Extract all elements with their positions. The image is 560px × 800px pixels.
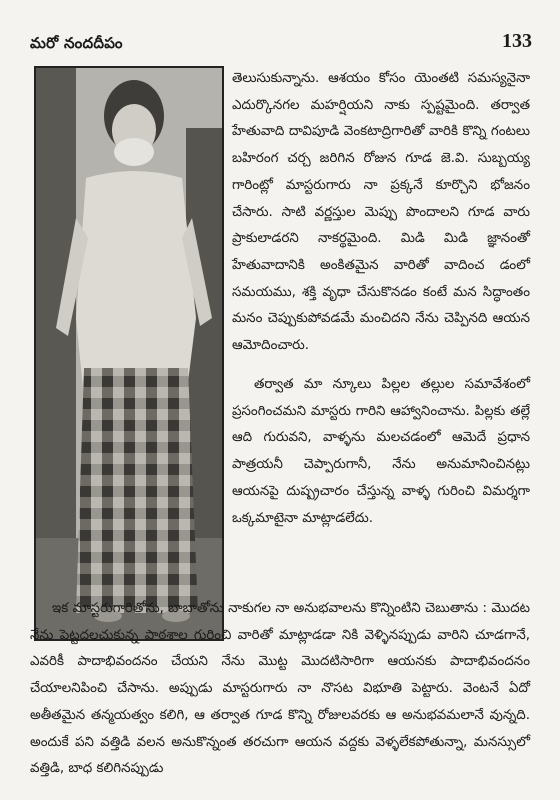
body-paragraph-1 [232,66,530,360]
paragraph-text: ఇక మాస్టరుగారితోను, బాబాతోను నాకుగల నా అనుభవాలను కొన్నింటిని చెబుతాను : మొదట నేను పెట్టదలచుకున్న పాఠశాల గురించి వారితో మాట్లాడడా నికి వెళ్ళినప్పుడు వారిని చూడగానే, ఎవరికీ పాదాభివందనం చేయని నేను మొట్ట మొదటిసారిగా ఆయనకు పాదాభివందనం చేయాలనిపించి చేసాను. అప్పుడు మాస్టరుగారు నా నొసట విభూతి పెట్టారు. వెంటనే ఏదో అతీతమైన తన్మయత్వం కలిగి, ఆ తర్వాత గూడ కొన్ని రోజులవరకు ఆ అనుభవమలానే వున్నది. అందుకే పని వత్తిడి వలన అనుకొన్నంత తరచుగా ఆయన వద్దకు వెళ్ళలేకపోతున్నా, మనస్సులో వత్తిడి, బాధ కలిగినప్పుడు [30,601,530,777]
paragraph-text: తర్వాత మా న్కూలు పిల్లల తల్లుల సమావేశంలో ప్రసంగించమని మాస్టరు గారిని ఆహ్వానించాను. పిల్లకు తల్లే ఆది గురువని, వాళ్ళను మలచడంలో ఆమెదే ప్రధాన పాత్రయనీ చెప్పారుగానీ, నేను అనుమానించినట్లు ఆయనపై దుష్ప్రచారం చేస్తున్న వాళ్ళ గురించి విమర్శగా ఒక్కమాటైనా మాట్లాడలేదు. [232,377,530,526]
portrait-photo [34,66,224,641]
running-title: మరో నందదీపం [30,34,123,52]
body-paragraph-3 [30,596,530,783]
portrait-photo-icon [36,68,222,639]
page-number: 133 [502,30,532,52]
page-header [30,30,532,58]
paragraph-text: తెలుసుకున్నాను. ఆశయం కోసం యెంతటి సమస్యనైనా ఎదుర్కొనగల మహర్షియని నాకు స్పష్టమైంది. తర్వాత హేతువాది దావిపూడి వెంకటాద్రిగారితో వారికి కొన్ని గంటలు బహిరంగ చర్చ జరిగిన రోజున గూడ జె.వి. సుబ్బయ్య గారింట్లో మాస్టరుగారు నా ప్రక్కనే కూర్చొని భోజనం చేసారు. సాటి వర్ణస్తుల మెప్పు పొందాలని గూడ వారు ప్రాకులాడరని నాకర్థమైంది. మిడి మిడి జ్ఞానంతో హేతువాదానికి అంకితమైన వారితో వాదించ డంలో సమయము, శక్తి వృధా చేసుకొనడం కంటే మన సిద్ధాంతం మనం చెప్పుకుపోవడమే మంచిదని నేను చెప్పినది ఆయన ఆమోదించారు. [232,71,530,354]
body-paragraph-2 [232,372,530,532]
